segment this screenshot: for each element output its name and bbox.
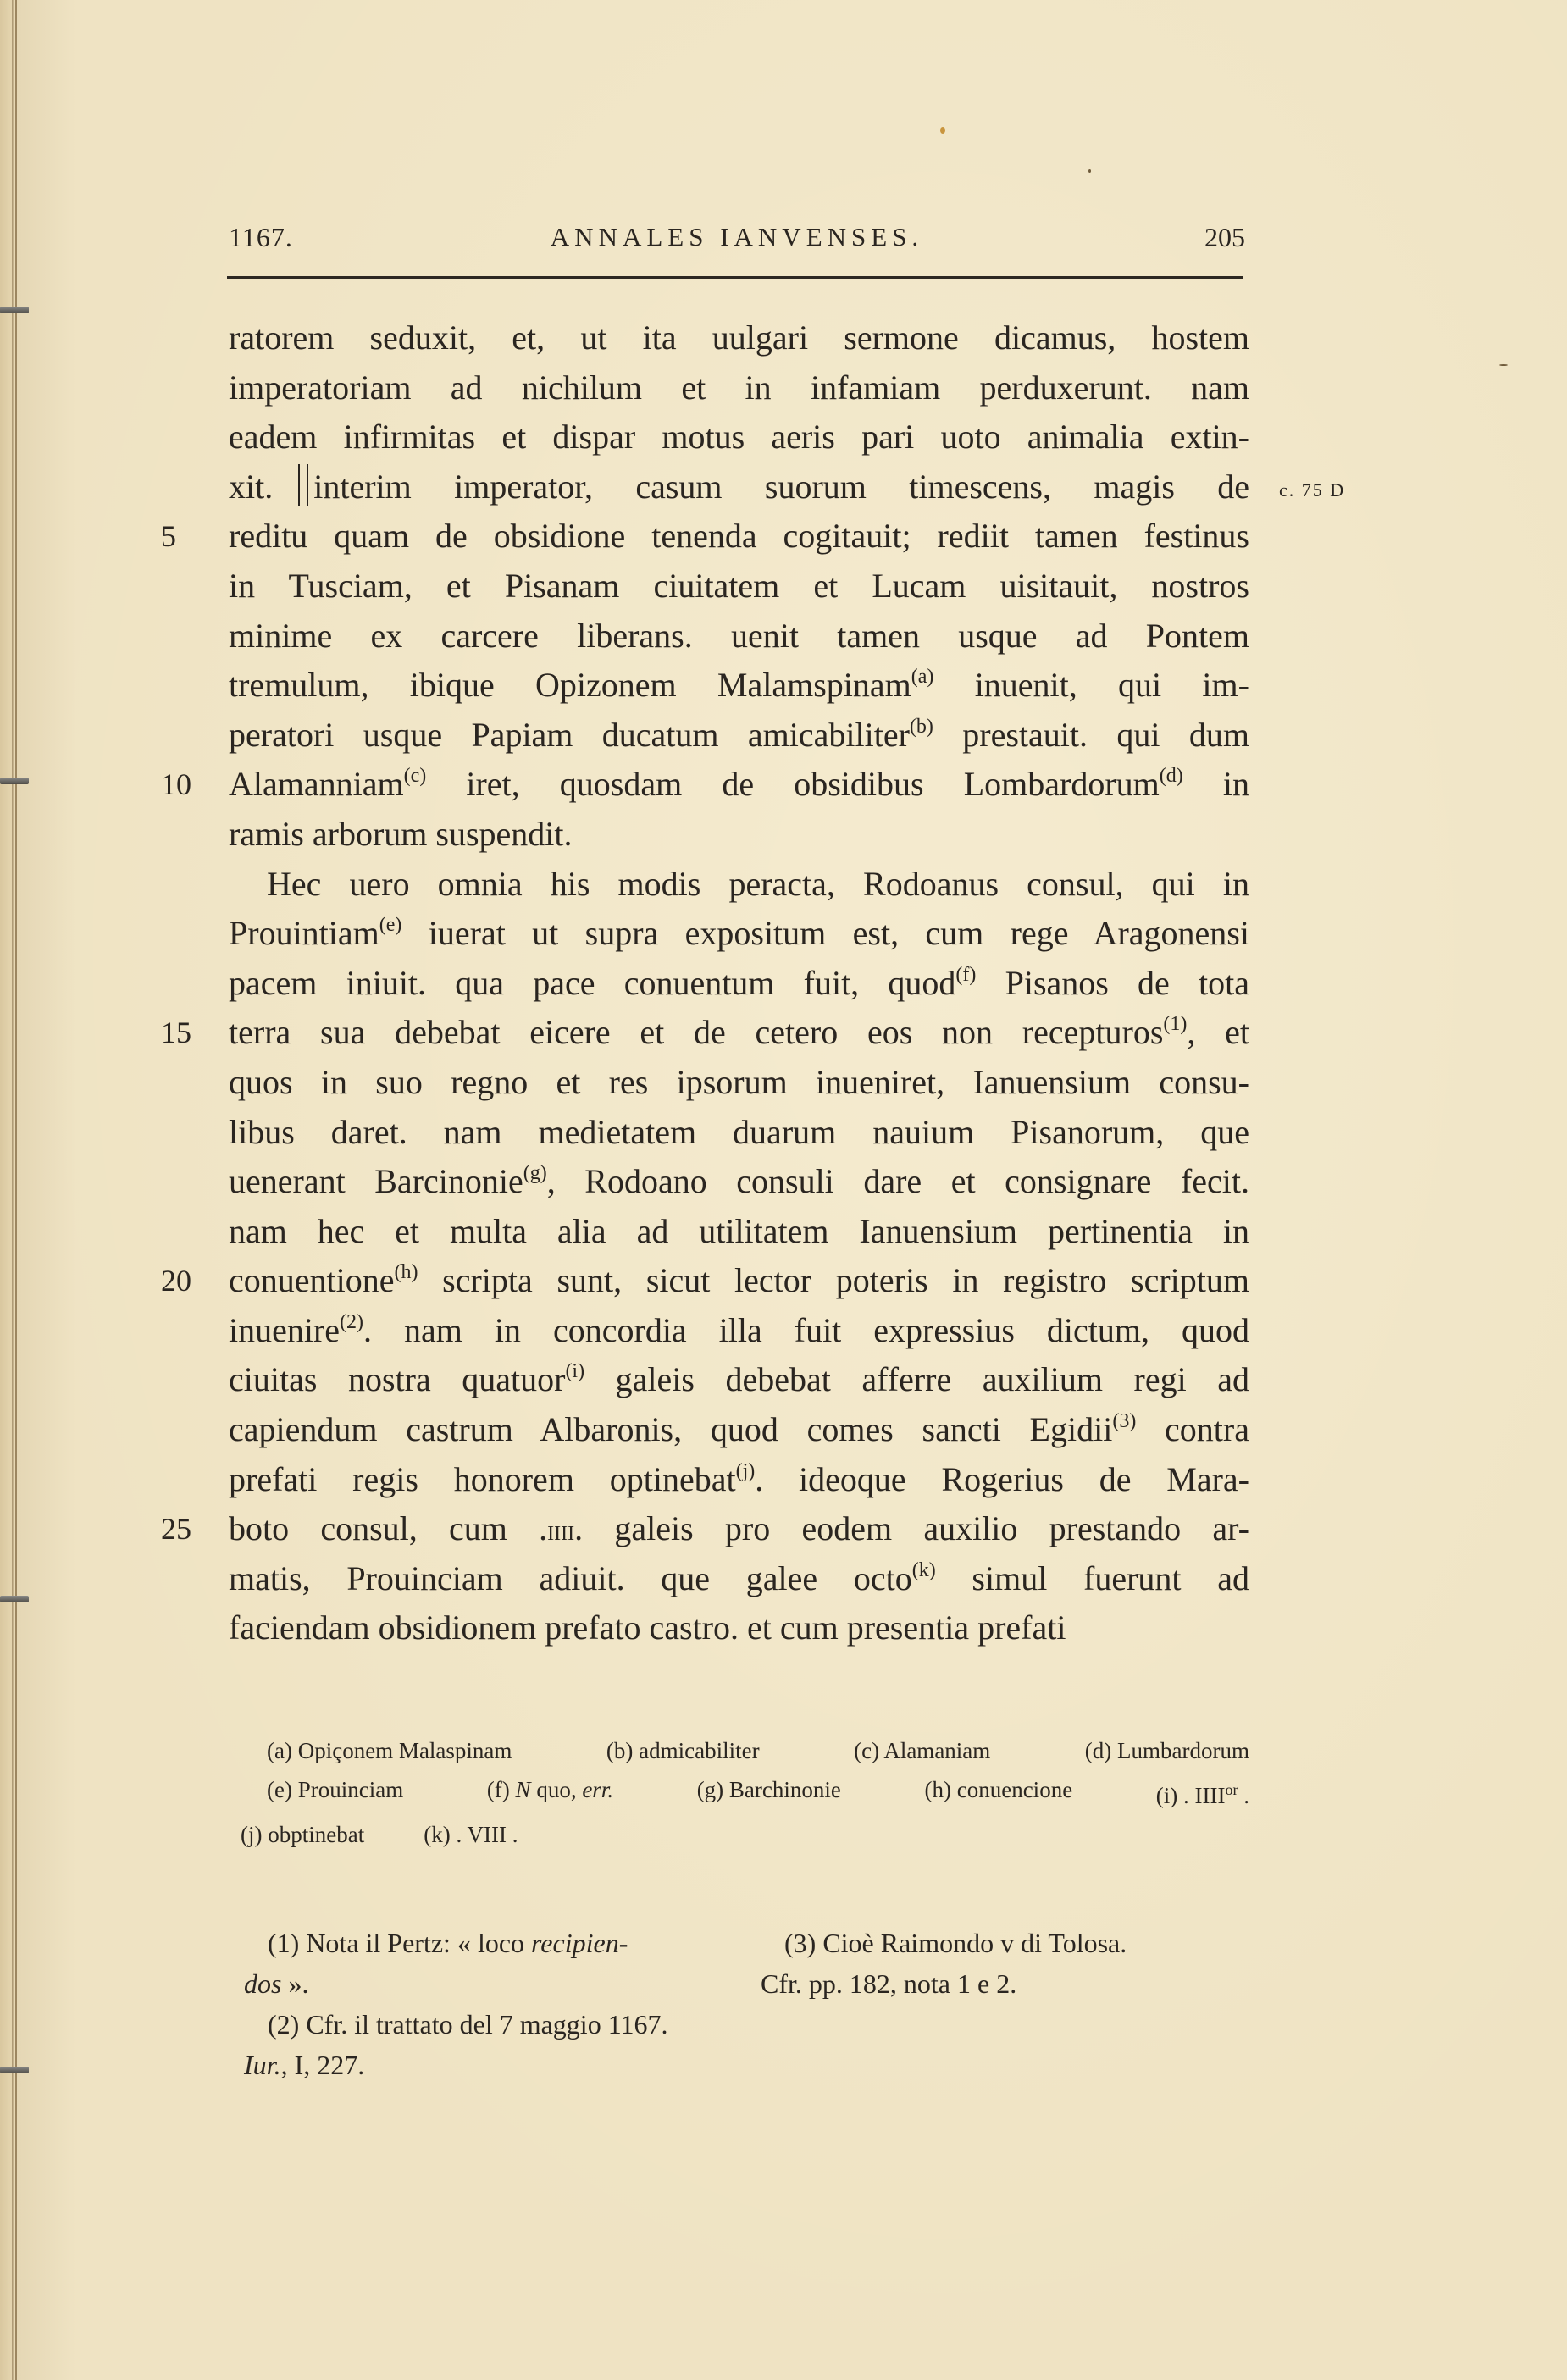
text-fragment: faciendam obsidionem prefato castro. et cum presentia prefati (229, 1608, 1066, 1647)
apparatus-text: Prouinciam (297, 1777, 404, 1802)
text-fragment: in (1182, 765, 1249, 804)
text-line (229, 661, 1249, 711)
text-fragment: peratori usque Papiam ducatum amicabiliter (229, 715, 910, 754)
text-fragment: nam hec et multa alia ad utilitatem Ianuensium pertinentia in (229, 1211, 1249, 1250)
text-fragment: . nam in concordia illa fuit expressius dictum, quod (363, 1310, 1249, 1349)
apparatus-entry (1085, 1731, 1249, 1770)
running-head-year: 1167. (229, 222, 293, 252)
apparatus-sup: or (1225, 1781, 1238, 1798)
footnote-text: ». (281, 1968, 309, 1999)
footnote (761, 1923, 1252, 2004)
text-fragment: , Rodoano consuli dare et consignare fecit. (546, 1162, 1249, 1201)
variant-reference: (g) (523, 1162, 547, 1185)
footnotes-right-column (761, 1923, 1252, 2004)
footnote-text: Nota il Pertz: « loco (306, 1928, 532, 1958)
footnote-continuation (761, 1963, 1252, 2004)
variant-reference: (k) (911, 1558, 936, 1581)
paper-speck (940, 127, 945, 134)
text-line (229, 363, 1249, 413)
text-fragment: . galeis pro eodem auxilio prestando ar- (574, 1509, 1249, 1548)
text-line (229, 1306, 1249, 1356)
variant-reference: (h) (394, 1261, 418, 1284)
text-fragment: inuenire (229, 1310, 341, 1349)
footnote-italic: dos (244, 1968, 282, 1999)
apparatus-key: (j) (241, 1822, 263, 1847)
text-line (229, 860, 1249, 910)
text-fragment: inuenit, qui im- (933, 666, 1249, 705)
text-line (161, 1008, 1249, 1058)
text-line (229, 909, 1249, 959)
variant-reference: (3) (1112, 1410, 1137, 1433)
binding-stitch (0, 307, 29, 313)
textual-apparatus (241, 1731, 1249, 1854)
apparatus-key: (b) (606, 1738, 634, 1763)
text-fragment: Hec uero omnia his modis peracta, Rodoanus consul, qui in (267, 864, 1249, 903)
footnote-continuation (244, 1963, 735, 2004)
marginal-folio-note: c. 75 D (1279, 479, 1346, 501)
variant-reference: (2) (340, 1310, 364, 1333)
apparatus-key: (e) (267, 1777, 292, 1802)
apparatus-italic: N (515, 1777, 531, 1802)
apparatus-key: (g) (696, 1777, 724, 1802)
text-fragment: boto consul, cum . (229, 1509, 548, 1548)
apparatus-entry (606, 1731, 760, 1770)
line-number: 5 (161, 519, 176, 554)
footnote-italic: recipien- (531, 1928, 628, 1958)
text-fragment: iret, quosdam de obsidibus Lombardorum (426, 765, 1160, 804)
apparatus-line (246, 1770, 1249, 1815)
text-line (229, 1603, 1249, 1653)
apparatus-entry (267, 1731, 512, 1770)
text-fragment: in Tusciam, et Pisanam ciuitatem et Lucam uisitauit, nostros (229, 566, 1249, 605)
variant-reference: (i) (565, 1360, 585, 1383)
line-number: 25 (161, 1512, 191, 1547)
apparatus-line (246, 1731, 1249, 1770)
text-line (229, 711, 1249, 761)
binding-stitch (0, 2067, 29, 2073)
text-fragment: capiendum castrum Albaronis, quod comes sancti Egidii (229, 1410, 1113, 1449)
apparatus-key: (i) (1155, 1783, 1178, 1808)
text-line (229, 1455, 1249, 1505)
apparatus-text: . IIII (1183, 1783, 1226, 1808)
text-fragment: galeis debebat afferre auxilium regi ad (584, 1360, 1249, 1399)
text-line (229, 1108, 1249, 1158)
apparatus-entry (424, 1815, 518, 1854)
footnote (244, 1923, 735, 2004)
text-line (161, 760, 1249, 810)
text-line (229, 959, 1249, 1009)
apparatus-entry (925, 1770, 1073, 1815)
text-line (229, 412, 1249, 462)
running-head (229, 222, 1245, 273)
text-fragment: imperatoriam ad nichilum et in infamiam perduxerunt. nam (229, 368, 1249, 407)
text-fragment: simul fuerunt ad (935, 1558, 1249, 1597)
apparatus-text: . (1238, 1783, 1249, 1808)
text-line (229, 1405, 1249, 1455)
apparatus-key: (c) (854, 1738, 880, 1763)
text-fragment: ratorem seduxit, et, ut ita uulgari sermone dicamus, hostem (229, 318, 1249, 357)
apparatus-text: Barchinonie (728, 1777, 841, 1802)
apparatus-entry (241, 1815, 364, 1854)
text-fragment: eadem infirmitas et dispar motus aeris pari uoto animalia extin- (229, 418, 1249, 457)
apparatus-text: quo, (530, 1777, 583, 1802)
variant-reference: (c) (403, 765, 427, 788)
apparatus-text: Alamaniam (883, 1738, 991, 1763)
apparatus-key: (h) (924, 1777, 951, 1802)
footnote-text: , I, 227. (280, 2050, 365, 2080)
apparatus-key: (k) (424, 1822, 451, 1847)
text-line (229, 1554, 1249, 1604)
footnote-key: (2) (268, 2009, 300, 2040)
text-fragment: . ideoque Rogerius de Mara- (755, 1459, 1249, 1498)
apparatus-text: obptinebat (268, 1822, 365, 1847)
line-number: 20 (161, 1264, 191, 1298)
text-fragment: uenerant Barcinonie (229, 1162, 523, 1201)
text-fragment: ciuitas nostra quatuor (229, 1360, 566, 1399)
variant-reference: (e) (379, 914, 402, 937)
text-fragment: scripta sunt, sicut lector poteris in registro scriptum (418, 1261, 1249, 1300)
text-fragment: xit. (229, 467, 274, 506)
apparatus-text: admicabiliter (639, 1738, 760, 1763)
footnote-italic: Iur. (244, 2050, 281, 2080)
text-fragment: contra (1136, 1410, 1249, 1449)
footnote-continuation (244, 2045, 735, 2085)
variant-reference: (a) (911, 666, 934, 689)
text-line (229, 1058, 1249, 1108)
apparatus-text: . VIII . (456, 1822, 518, 1847)
footnotes-left-column (244, 1923, 735, 2085)
text-fragment: prefati regis honorem optinebat (229, 1459, 736, 1498)
apparatus-key: (f) (486, 1777, 510, 1802)
text-fragment: libus daret. nam medietatem duarum nauium Pisanorum, que (229, 1112, 1249, 1151)
apparatus-text: conuencione (956, 1777, 1073, 1802)
apparatus-key: (d) (1084, 1738, 1112, 1763)
text-line (229, 462, 1346, 512)
apparatus-key: (a) (267, 1738, 292, 1763)
text-fragment: tremulum, ibique Opizonem Malamspinam (229, 666, 911, 705)
variant-reference: (d) (1159, 765, 1183, 788)
apparatus-entry (267, 1770, 403, 1815)
text-fragment: prestauit. qui dum (933, 715, 1249, 754)
text-line (229, 313, 1249, 363)
text-fragment: conuentione (229, 1261, 395, 1300)
line-number: 10 (161, 767, 191, 802)
text-fragment: pacem iniuit. qua pace conuentum fuit, quod (229, 963, 956, 1002)
text-line (229, 1207, 1249, 1257)
paper-speck (1499, 364, 1508, 366)
text-fragment: reditu quam de obsidione tenenda cogitauit; rediit tamen festinus (229, 517, 1249, 556)
apparatus-text: Lumbardorum (1117, 1738, 1249, 1763)
text-fragment: minime ex carcere liberans. uenit tamen usque ad Pontem (229, 616, 1249, 655)
text-fragment: Alamanniam (229, 765, 404, 804)
text-fragment: , et (1187, 1013, 1249, 1052)
apparatus-entry (697, 1770, 841, 1815)
variant-reference: (1) (1163, 1013, 1188, 1036)
text-fragment: iuerat ut supra expositum est, cum rege Aragonensi (401, 914, 1249, 953)
text-line (229, 1355, 1249, 1405)
book-binding (0, 0, 17, 2380)
binding-stitch (0, 1596, 29, 1602)
apparatus-entry (854, 1731, 990, 1770)
footnote-key: (3) (784, 1928, 817, 1958)
footnote-text: Cioè Raimondo v di Tolosa. (822, 1928, 1127, 1958)
apparatus-line (241, 1815, 1249, 1854)
footnote-text: Cfr. pp. 182, nota 1 e 2. (761, 1968, 1017, 1999)
text-fragment: terra sua debebat eicere et de cetero eos non recepturos (229, 1013, 1164, 1052)
text-line (161, 512, 1249, 562)
folio-break-mark (298, 464, 308, 506)
line-number: 15 (161, 1016, 191, 1050)
footnote (244, 2004, 735, 2085)
page-fold (12, 0, 14, 2380)
header-rule (227, 276, 1243, 279)
text-line (229, 1157, 1249, 1207)
text-line (229, 810, 1249, 860)
apparatus-text: Opiçonem Malaspinam (297, 1738, 512, 1763)
main-text (161, 313, 1346, 1653)
text-fragment: interim imperator, casum suorum timescens, magis de (313, 467, 1249, 506)
apparatus-entry (1156, 1770, 1249, 1815)
variant-reference: (f) (955, 963, 977, 986)
apparatus-entry (487, 1770, 613, 1815)
variant-reference: (b) (909, 715, 933, 738)
paper-speck (1088, 169, 1091, 173)
text-line (161, 1504, 1249, 1554)
text-fragment: Prouintiam (229, 914, 379, 953)
binding-stitch (0, 778, 29, 784)
running-head-title: ANNALES IANVENSES. (550, 222, 924, 252)
text-line (229, 612, 1249, 661)
text-line (229, 562, 1249, 612)
roman-numeral: iiii (547, 1515, 575, 1547)
variant-reference: (j) (735, 1459, 756, 1482)
text-fragment: quos in suo regno et res ipsorum inueniret, Ianuensium consu- (229, 1062, 1249, 1101)
footnote-text: Cfr. il trattato del 7 maggio 1167. (306, 2009, 668, 2040)
footnote-key: (1) (268, 1928, 300, 1958)
text-fragment: Pisanos de tota (976, 963, 1250, 1002)
text-fragment: matis, Prouinciam adiuit. que galee octo (229, 1558, 912, 1597)
apparatus-italic: err. (582, 1777, 614, 1802)
page-number: 205 (1204, 222, 1245, 252)
text-line (161, 1256, 1249, 1306)
text-fragment: ramis arborum suspendit. (229, 814, 573, 853)
